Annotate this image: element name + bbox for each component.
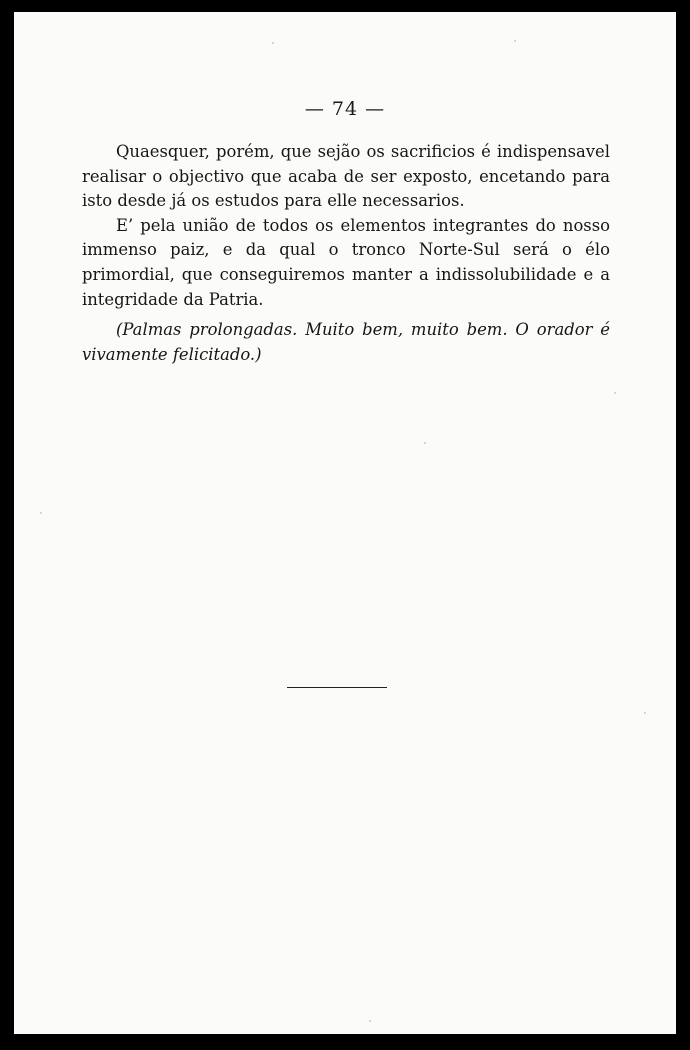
paper-speck bbox=[644, 712, 646, 714]
paper-speck bbox=[40, 512, 42, 514]
end-rule bbox=[287, 687, 387, 688]
paragraph-1: Quaesquer, porém, que sejão os sacrificios é indispensavel realisar o objectivo que acaba de ser exposto, encetando para isto desde já os estudos para elle necessarios. bbox=[82, 142, 610, 211]
paragraph-2: E’ pela união de todos os elementos integrantes do nosso immenso paiz, e da qual o tronco Norte-Sul será o élo primordial, que conseguiremos manter a indissolubilidade e a integridade da Patria. bbox=[82, 215, 610, 309]
book-page bbox=[14, 12, 676, 1034]
paper-speck bbox=[514, 40, 516, 42]
paper-speck bbox=[369, 1020, 371, 1022]
paper-speck bbox=[424, 442, 426, 444]
page-number: — 74 — bbox=[304, 98, 386, 120]
page-body bbox=[82, 140, 610, 367]
closing-note: (Palmas prolongadas. Muito bem, muito bem. O orador é vivamente felicitado.) bbox=[82, 320, 610, 364]
paper-speck bbox=[614, 392, 616, 394]
paper-speck bbox=[272, 42, 274, 44]
